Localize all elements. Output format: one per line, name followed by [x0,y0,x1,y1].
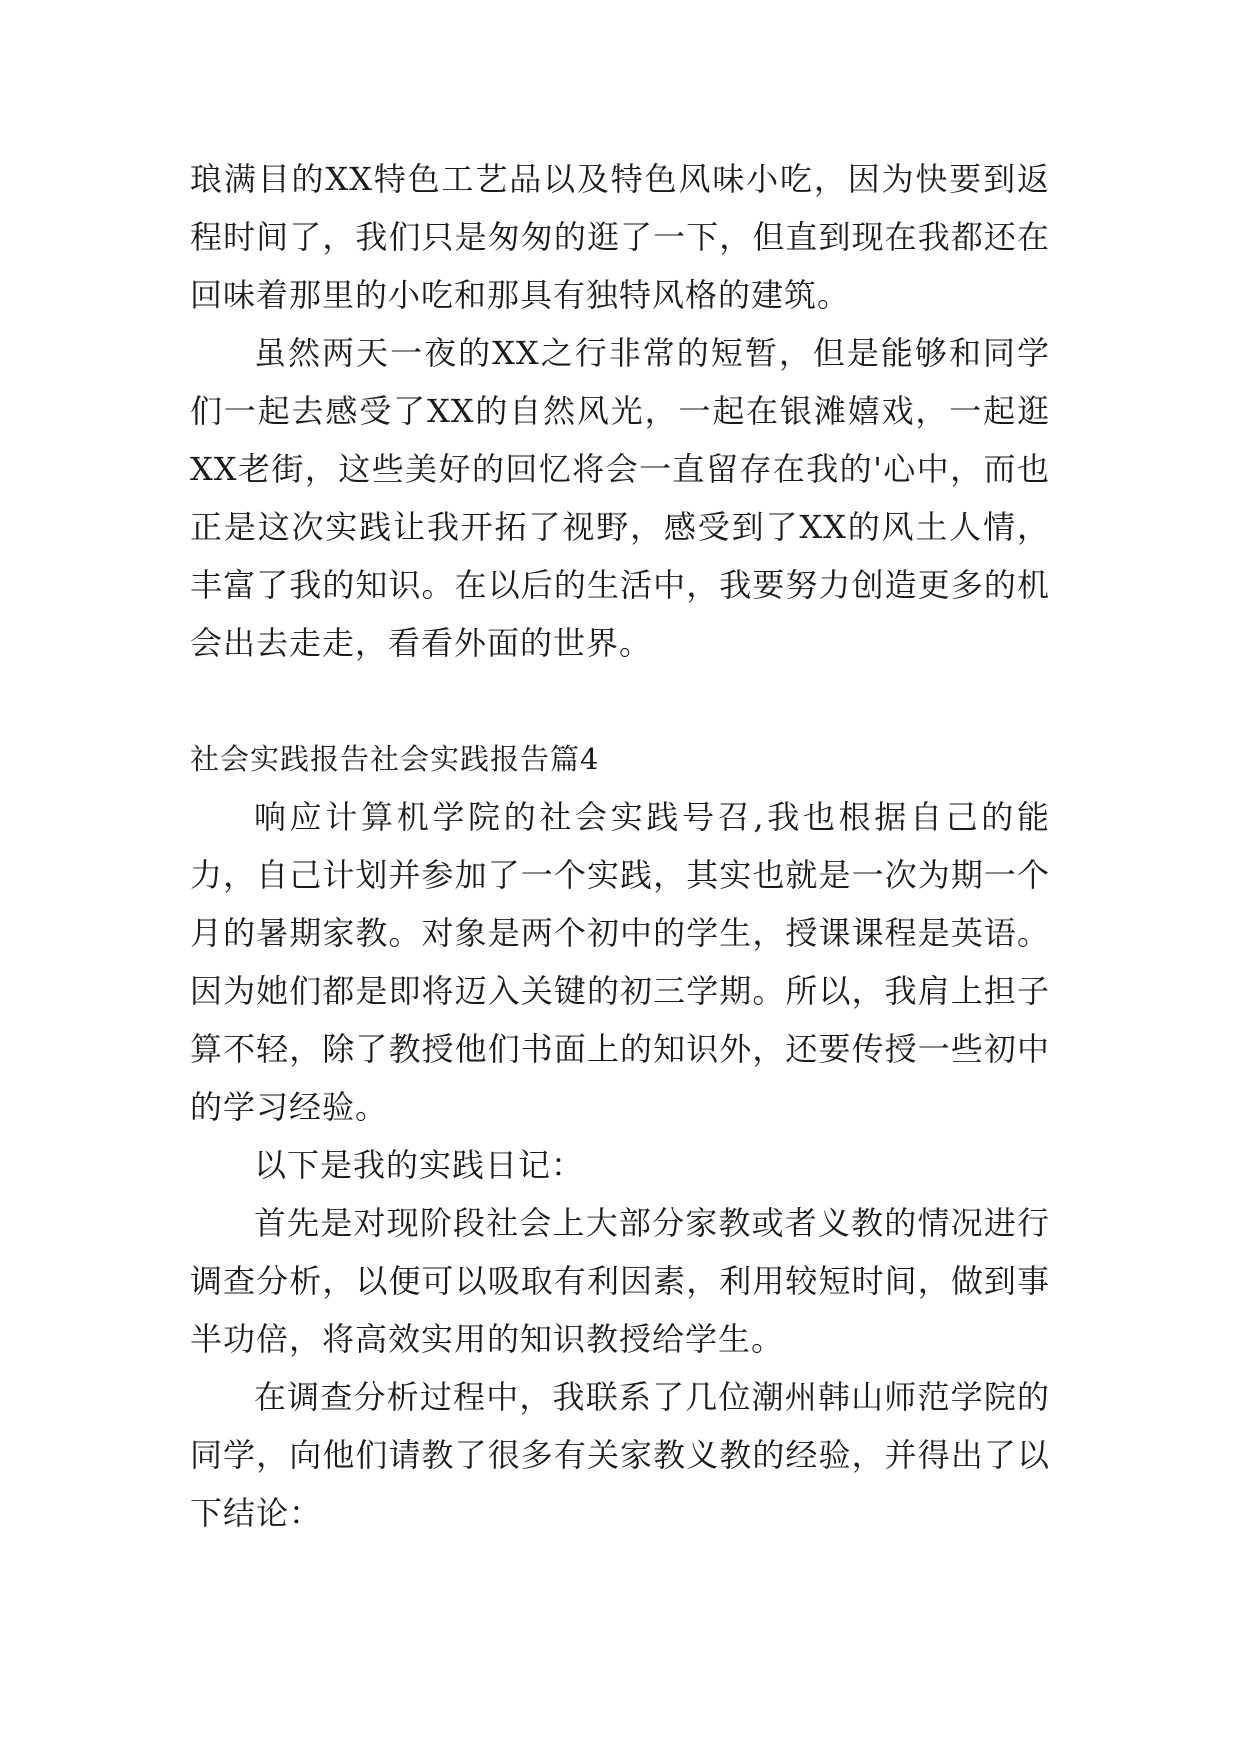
document-page [190,150,1050,1542]
section-heading: 社会实践报告社会实践报告篇4 [190,742,600,776]
paragraph-conclusion-intro: 在调查分析过程中，我联系了几位潮州韩山师范学院的同学，向他们请教了很多有关家教义教的经验，并得出了以下结论： [190,1378,1050,1532]
paragraph-intro: 响应计算机学院的社会实践号召,我也根据自己的能力，自己计划并参加了一个实践，其实也就是一次为期一个月的暑期家教。对象是两个初中的学生，授课课程是英语。因为她们都是即将迈入关键的初三学期。所以，我肩上担子算不轻，除了教授他们书面上的知识外，还要传授一些初中的学习经验。 [190,798,1050,1126]
paragraph-continuation: 琅满目的XX特色工艺品以及特色风味小吃，因为快要到返程时间了，我们只是匆匆的逛了一下，但直到现在我都还在回味着那里的小吃和那具有独特风格的建筑。 [190,160,1050,314]
paragraph-survey: 首先是对现阶段社会上大部分家教或者义教的情况进行调查分析，以便可以吸取有利因素，利用较短时间，做到事半功倍，将高效实用的知识教授给学生。 [190,1204,1050,1358]
paragraph-trip-summary: 虽然两天一夜的XX之行非常的短暂，但是能够和同学们一起去感受了XX的自然风光，一起在银滩嬉戏，一起逛XX老街，这些美好的回忆将会一直留存在我的'心中，而也正是这次实践让我开拓了视野，感受到了XX的风土人情，丰富了我的知识。在以后的生活中，我要努力创造更多的机会出去走走，看看外面的世界。 [190,334,1050,662]
paragraph-diary-label: 以下是我的实践日记： [254,1146,585,1184]
